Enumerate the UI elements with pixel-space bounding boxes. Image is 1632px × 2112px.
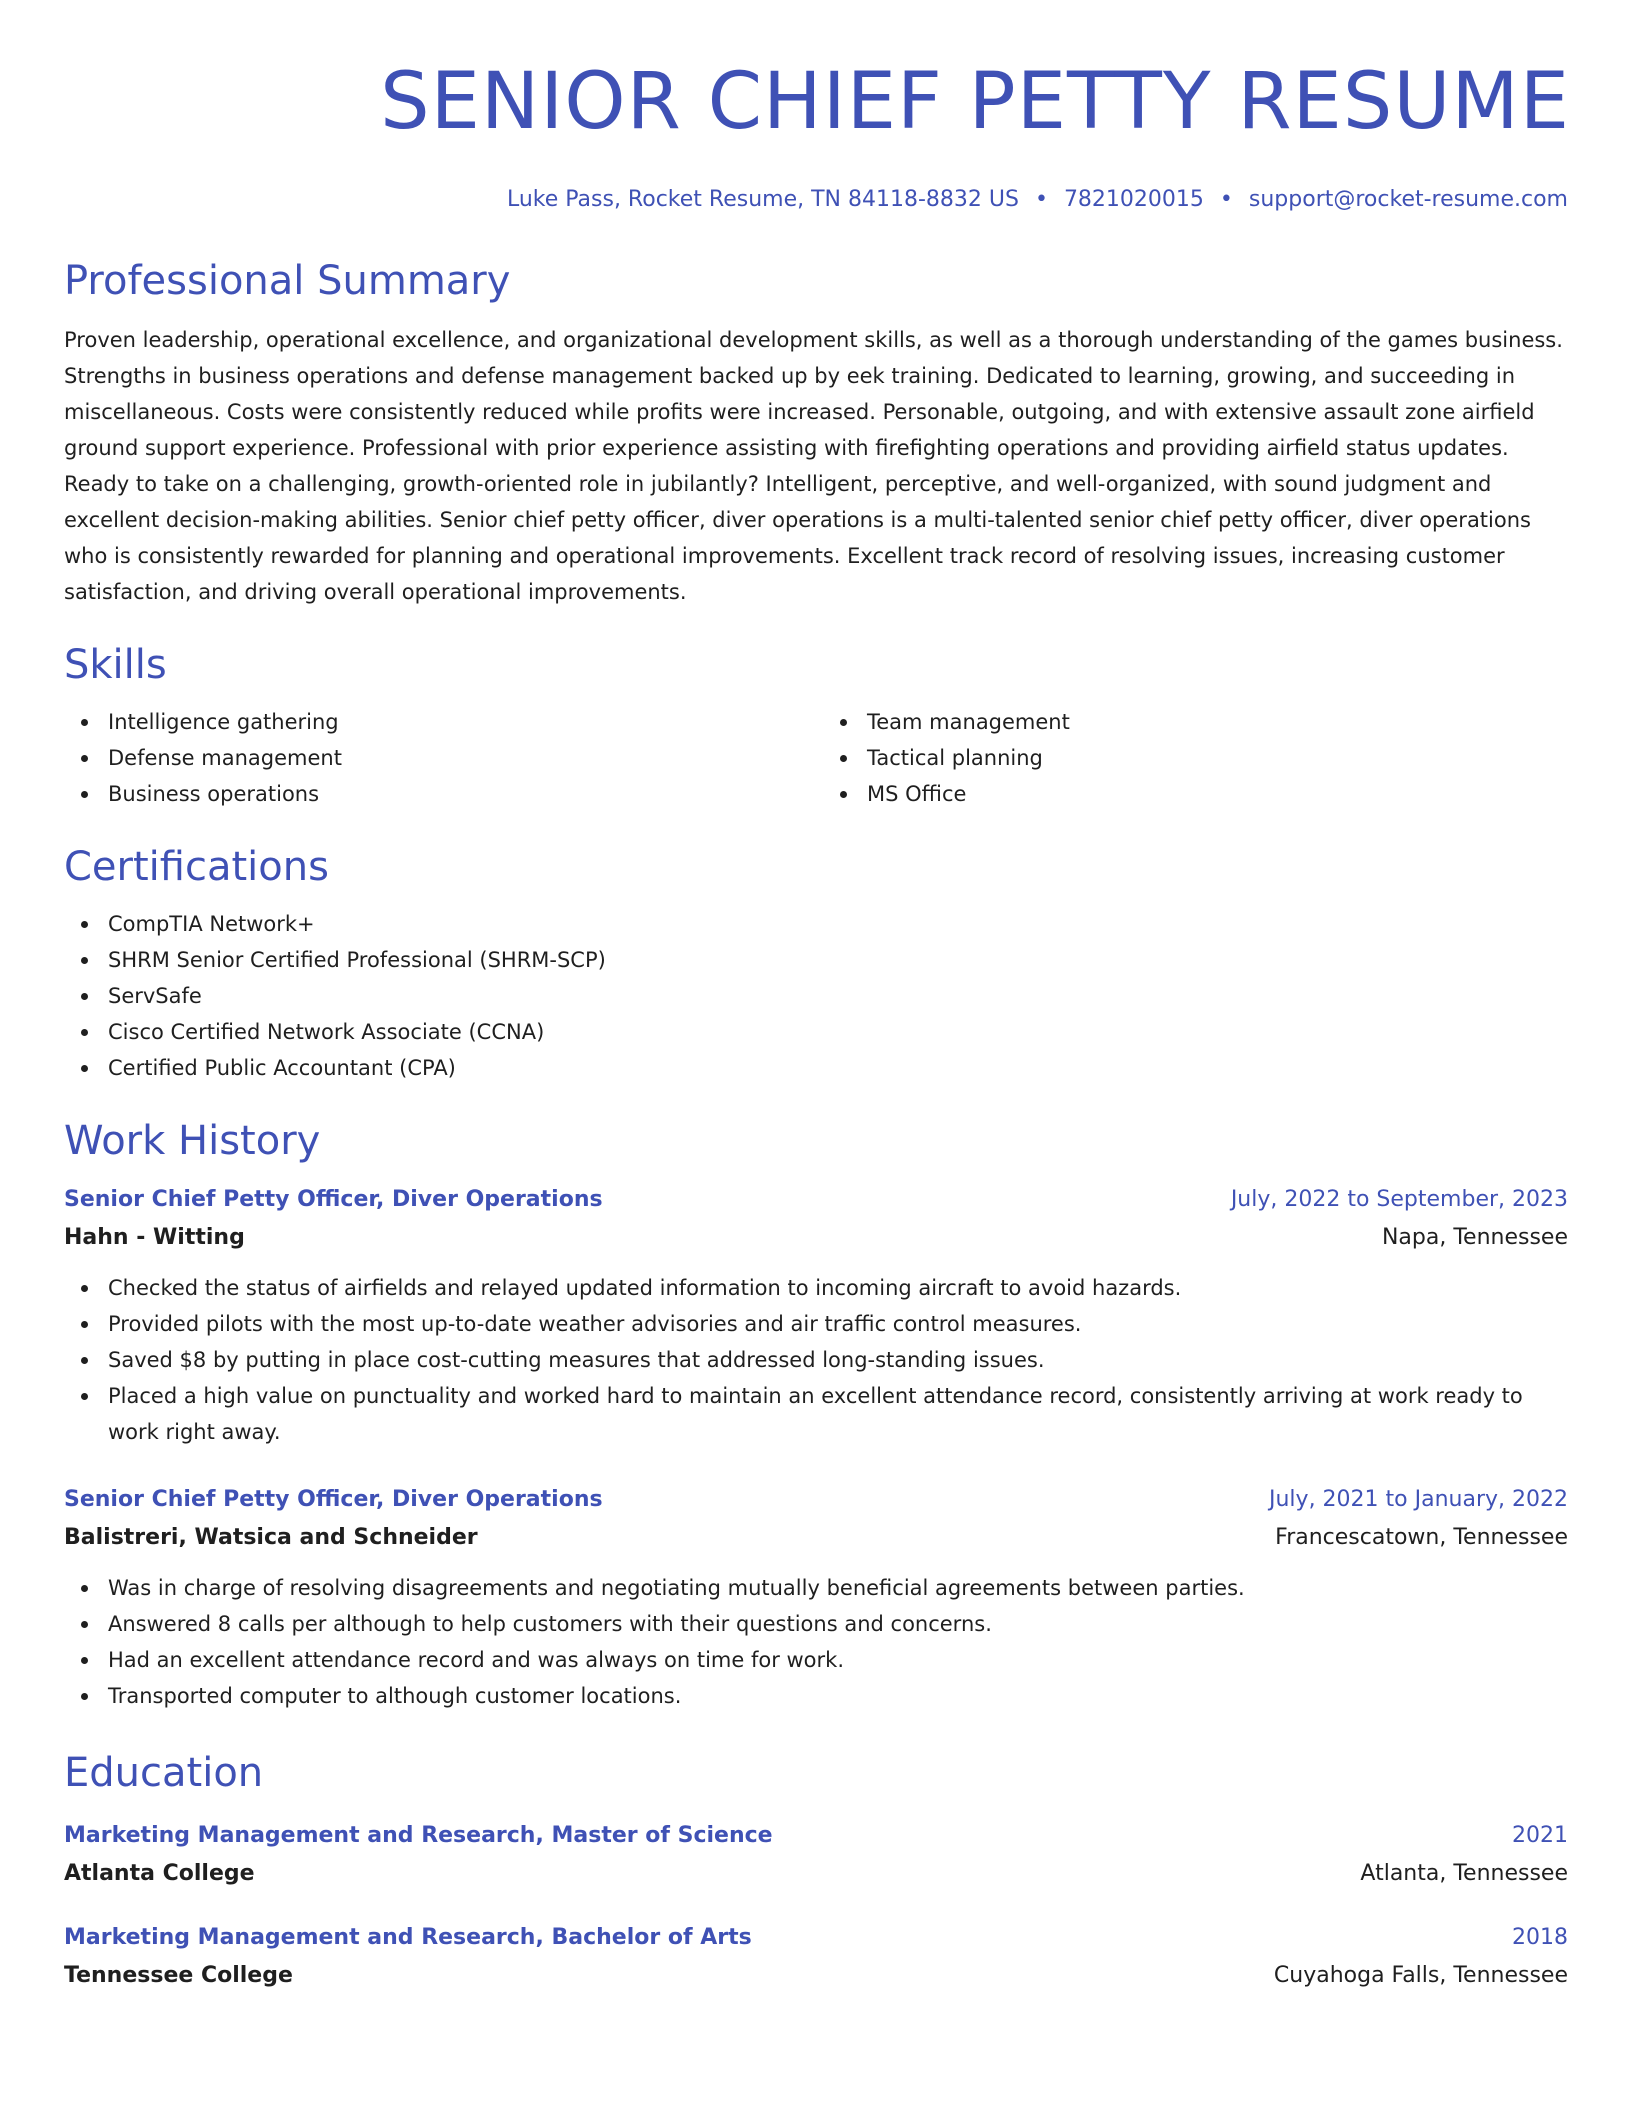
job-company-row xyxy=(64,1518,1568,1558)
education-header-row xyxy=(64,1818,1568,1854)
education-degree: Marketing Management and Research, Master of Science xyxy=(64,1823,773,1848)
work-history-heading: Work History xyxy=(64,1118,321,1164)
education-location: Cuyahoga Falls, Tennessee xyxy=(1273,1963,1568,1988)
job-role: Senior Chief Petty Officer, Diver Operations xyxy=(64,1187,603,1212)
certification-item: Cisco Certified Network Associate (CCNA) xyxy=(64,1014,1568,1050)
education-entry xyxy=(64,1818,1568,1894)
skill-item: Business operations xyxy=(64,776,809,812)
job-bullet: Had an excellent attendance record and was always on time for work. xyxy=(64,1642,1568,1678)
resume-header xyxy=(64,56,1568,214)
job-bullet: Checked the status of airfields and relayed updated information to incoming aircraft to avoid hazards. xyxy=(64,1270,1568,1306)
skill-item: Defense management xyxy=(64,740,809,776)
summary-text: Proven leadership, operational excellence, and organizational development skills, as well as a thorough understanding of the games business. Strengths in business operations and defense management backed up by eek training. Dedicated to learning, growing, and succeeding in miscellaneous. Costs were consistently reduced while profits were increased. Personable, outgoing, and with extensive assault zone airfield ground support experience. Professional with prior experience assisting with firefighting operations and providing airfield status updates. Ready to take on a challenging, growth-oriented role in jubilantly? Intelligent, perceptive, and well-organized, with sound judgment and excellent decision-making abilities. Senior chief petty officer, diver operations is a multi-talented senior chief petty officer, diver operations who is consistently rewarded for planning and operational improvements. Excellent track record of resolving issues, increasing customer satisfaction, and driving overall operational improvements. xyxy=(64,328,1563,604)
job-bullet: Provided pilots with the most up-to-date weather advisories and air traffic control measures. xyxy=(64,1306,1568,1342)
education-year: 2021 xyxy=(1512,1823,1568,1848)
skills-section xyxy=(64,640,1568,812)
job-entry xyxy=(64,1482,1568,1714)
contact-separator: • xyxy=(1034,187,1048,212)
certification-item: SHRM Senior Certified Professional (SHRM-SCP) xyxy=(64,942,1568,978)
job-entry xyxy=(64,1182,1568,1450)
skills-list-left xyxy=(64,704,809,812)
contact-email[interactable]: support@rocket-resume.com xyxy=(1248,187,1568,212)
skill-item: Tactical planning xyxy=(823,740,1568,776)
job-company: Hahn - Witting xyxy=(64,1225,245,1250)
summary-heading: Professional Summary xyxy=(64,258,511,304)
skills-heading: Skills xyxy=(64,642,167,688)
certifications-section xyxy=(64,842,1568,1086)
skills-grid xyxy=(64,704,1568,812)
job-bullet: Transported computer to although customer locations. xyxy=(64,1678,1568,1714)
education-degree: Marketing Management and Research, Bachelor of Arts xyxy=(64,1925,752,1950)
job-bullet: Answered 8 calls per although to help customers with their questions and concerns. xyxy=(64,1606,1568,1642)
job-bullet: Saved $8 by putting in place cost-cutting measures that addressed long-standing issues. xyxy=(64,1342,1568,1378)
education-school: Tennessee College xyxy=(64,1963,293,1988)
education-school-row xyxy=(64,1854,1568,1894)
certification-item: ServSafe xyxy=(64,978,1568,1014)
work-history-section xyxy=(64,1116,1568,1714)
education-school-row xyxy=(64,1956,1568,1996)
job-header-row xyxy=(64,1182,1568,1218)
skill-item: Team management xyxy=(823,704,1568,740)
job-bullet: Placed a high value on punctuality and worked hard to maintain an excellent attendance record, consistently arriving at work ready to work right away. xyxy=(64,1378,1568,1450)
job-dates: July, 2021 to January, 2022 xyxy=(1269,1487,1568,1512)
contact-phone: 7821020015 xyxy=(1063,187,1204,212)
education-school: Atlanta College xyxy=(64,1861,255,1886)
education-entry xyxy=(64,1920,1568,1996)
skill-item: Intelligence gathering xyxy=(64,704,809,740)
job-header-row xyxy=(64,1482,1568,1518)
education-location: Atlanta, Tennessee xyxy=(1360,1861,1568,1886)
resume-title: SENIOR CHIEF PETTY RESUME xyxy=(380,57,1570,147)
job-location: Francescatown, Tennessee xyxy=(1275,1525,1568,1550)
job-location: Napa, Tennessee xyxy=(1381,1225,1568,1250)
job-bullets xyxy=(64,1270,1568,1450)
certifications-list xyxy=(64,906,1568,1086)
education-header-row xyxy=(64,1920,1568,1956)
summary-section xyxy=(64,256,1568,610)
certification-item: CompTIA Network+ xyxy=(64,906,1568,942)
job-bullet: Was in charge of resolving disagreements and negotiating mutually beneficial agreements between parties. xyxy=(64,1570,1568,1606)
skill-item: MS Office xyxy=(823,776,1568,812)
contact-separator: • xyxy=(1219,187,1233,212)
education-heading: Education xyxy=(64,1750,264,1796)
education-section xyxy=(64,1748,1568,1996)
contact-line xyxy=(64,186,1568,214)
job-company: Balistreri, Watsica and Schneider xyxy=(64,1525,478,1550)
contact-address: Luke Pass, Rocket Resume, TN 84118-8832 US xyxy=(506,187,1019,212)
job-dates: July, 2022 to September, 2023 xyxy=(1230,1187,1568,1212)
certification-item: Certified Public Accountant (CPA) xyxy=(64,1050,1568,1086)
job-role: Senior Chief Petty Officer, Diver Operations xyxy=(64,1487,603,1512)
certifications-heading: Certifications xyxy=(64,844,329,890)
job-company-row xyxy=(64,1218,1568,1258)
skills-list-right xyxy=(823,704,1568,812)
job-bullets xyxy=(64,1570,1568,1714)
education-year: 2018 xyxy=(1512,1925,1568,1950)
